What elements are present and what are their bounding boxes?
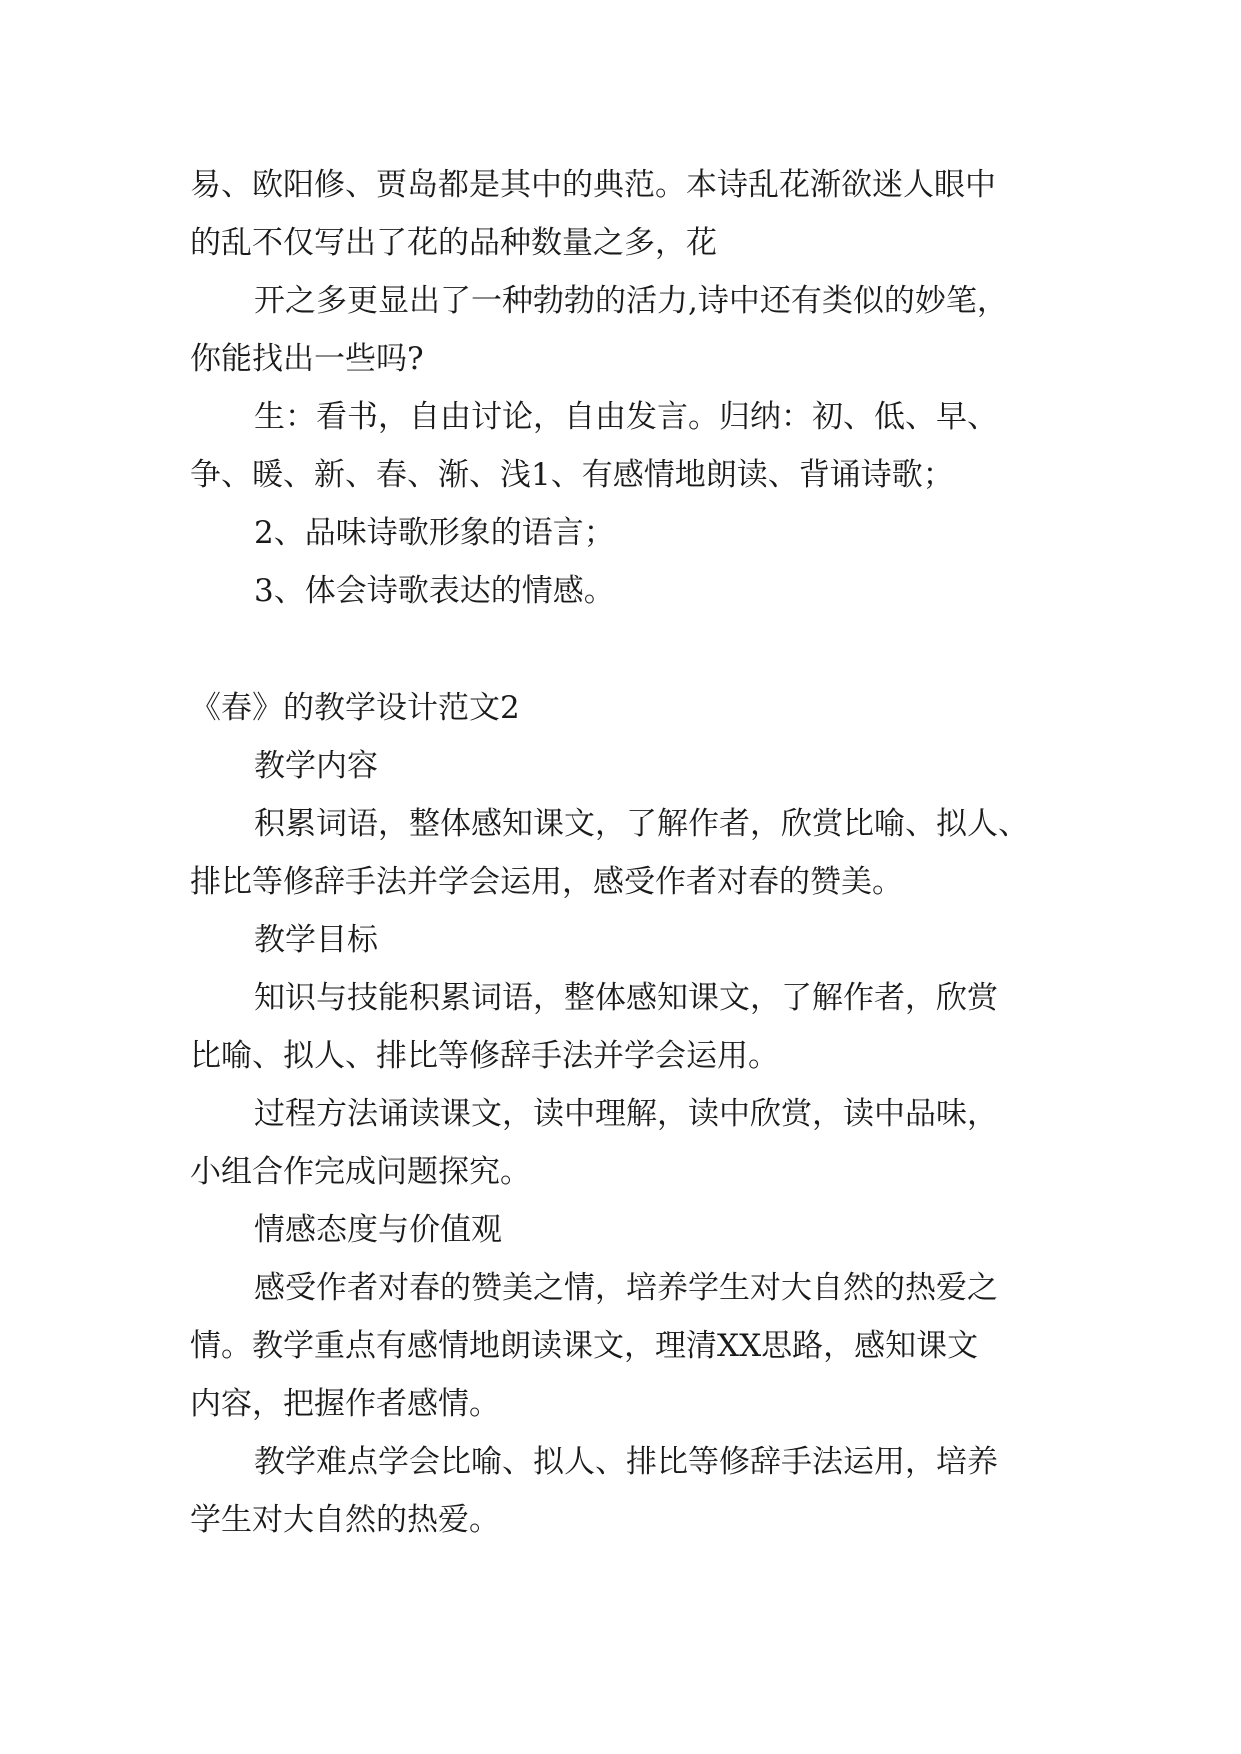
text-line-3: 开之多更显出了一种勃勃的活力,诗中还有类似的妙笔，	[254, 283, 1008, 319]
text-line-19: 感受作者对春的赞美之情，培养学生对大自然的热爱之	[254, 1270, 998, 1306]
text-line-6: 争、暖、新、春、渐、浅1、有感情地朗读、背诵诗歌；	[190, 457, 954, 493]
section-heading: 《春》的教学设计范文2	[190, 690, 520, 726]
text-line-5: 生：看书，自由讨论，自由发言。归纳：初、低、早、	[254, 399, 998, 435]
text-line-20: 情。教学重点有感情地朗读课文，理清XX思路，感知课文	[190, 1328, 979, 1364]
text-line-15: 比喻、拟人、排比等修辞手法并学会运用。	[190, 1038, 779, 1074]
text-line-13: 教学目标	[254, 922, 378, 958]
text-line-12: 排比等修辞手法并学会运用，感受作者对春的赞美。	[190, 864, 903, 900]
text-line-8: 3、体会诗歌表达的情感。	[254, 573, 615, 609]
text-line-10: 教学内容	[254, 748, 378, 784]
text-line-18: 情感态度与价值观	[254, 1212, 502, 1248]
text-line-23: 学生对大自然的热爱。	[190, 1502, 500, 1538]
text-line-7: 2、品味诗歌形象的语言；	[254, 515, 615, 551]
text-line-14: 知识与技能积累词语，整体感知课文，了解作者，欣赏	[254, 980, 998, 1016]
text-line-16: 过程方法诵读课文，读中理解，读中欣赏，读中品味，	[254, 1096, 998, 1132]
text-line-17: 小组合作完成问题探究。	[190, 1154, 531, 1190]
text-line-11: 积累词语，整体感知课文，了解作者，欣赏比喻、拟人、	[254, 806, 1029, 842]
text-line-1: 易、欧阳修、贾岛都是其中的典范。本诗乱花渐欲迷人眼中	[190, 167, 996, 203]
text-line-21: 内容，把握作者感情。	[190, 1386, 500, 1422]
text-line-2: 的乱不仅写出了花的品种数量之多，花	[190, 225, 717, 261]
text-line-4: 你能找出一些吗?	[190, 341, 424, 377]
text-line-22: 教学难点学会比喻、拟人、排比等修辞手法运用，培养	[254, 1444, 998, 1480]
